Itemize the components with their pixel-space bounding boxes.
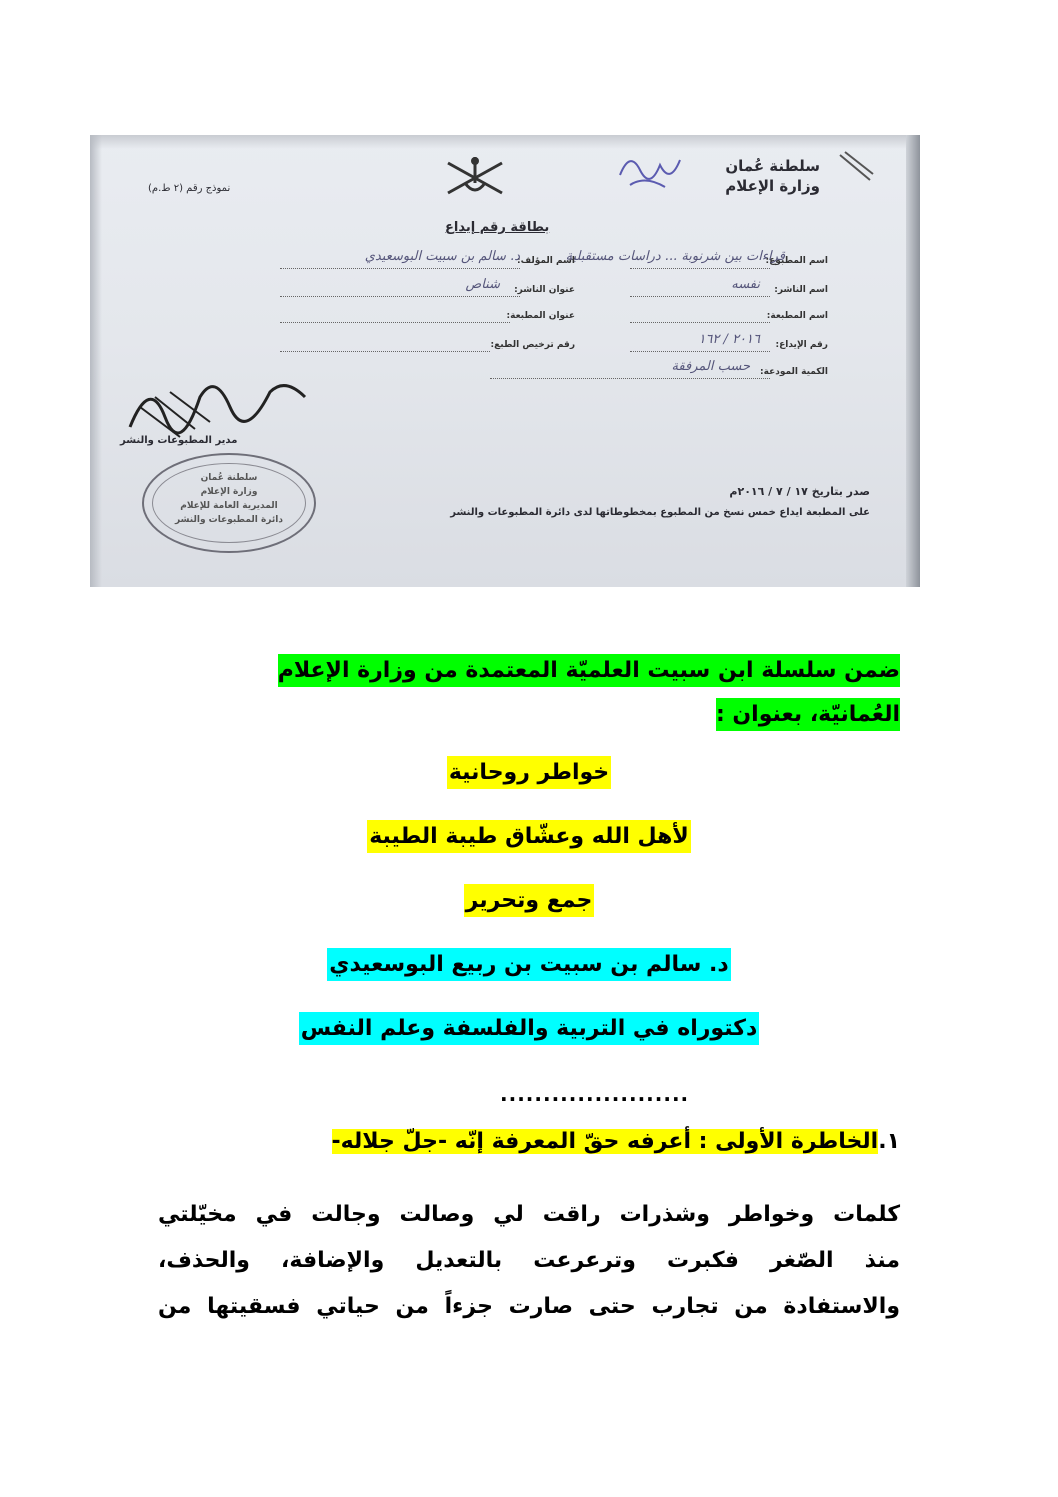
field-label: اسم المطبوع: (765, 256, 828, 266)
field-line (490, 377, 770, 379)
oman-emblem-icon (440, 153, 510, 199)
certificate-card-title: بطاقة رقم إيداع (445, 220, 550, 235)
stamp-line: المديرية العامة للإعلام (180, 501, 278, 511)
field-label: اسم المؤلف: (517, 256, 575, 266)
khatira-title: الخاطرة الأولى : أعرفه حقّ المعرفة إنّه -جلّ جلاله- (331, 1129, 879, 1154)
issue-date: صدر بتاريخ ١٧ / ٧ / ٢٠١٦م (729, 485, 870, 498)
title-line-1 (0, 760, 1058, 785)
director-signature-icon (120, 367, 320, 442)
field-line (630, 350, 770, 352)
field-line (280, 267, 520, 269)
stamp-line: وزارة الإعلام (200, 487, 258, 497)
book-subtitle: لأهل الله وعشّاق طيبة الطيبة (367, 820, 691, 853)
body-line-1: كلمات وخواطر وشذرات راقت لي وصالت وجالت في مخيّلتي (158, 1202, 900, 1227)
field-label: رقم الإيداع: (775, 340, 828, 350)
certificate-form-number: نموذج رقم (٢ ط.م) (148, 183, 231, 194)
body-line-2: منذ الصّغر فكبرت وترعرعت بالتعديل والإضافة، والحذف، (158, 1248, 900, 1273)
field-label: عنوان الناشر: (514, 285, 575, 295)
khatira-number: ١. (878, 1129, 900, 1154)
field-line (630, 321, 770, 323)
intro-line-1: ضمن سلسلة ابن سبيت العلميّة المعتمدة من وزارة الإعلام (278, 654, 900, 687)
title-line-5 (0, 1016, 1058, 1041)
field-value: قراءات بين شرنوبة ... دراسات مستقبلية (565, 249, 785, 264)
director-title: مدير المطبوعات والنشر (120, 435, 238, 446)
deposit-card-photo (90, 135, 920, 587)
field-line (280, 350, 490, 352)
field-label: اسم الناشر: (774, 285, 828, 295)
title-line-2 (0, 824, 1058, 849)
field-label: الكمية المودعة: (760, 367, 828, 377)
photo-shadow (90, 135, 920, 149)
certificate-ministry: وزارة الإعلام (725, 177, 820, 195)
intro-paragraph (240, 649, 900, 737)
intro-line-2: العُمانيّة، بعنوان : (716, 698, 900, 731)
field-value: ٢٠١٦ / ١٦٢ (698, 332, 760, 347)
body-line-3: والاستفادة من تجارب حتى صارت جزءاً من حياتي فسقيتها من (158, 1294, 900, 1319)
stamp-line: دائرة المطبوعات والنشر (175, 515, 283, 525)
field-label: عنوان المطبعة: (506, 311, 575, 321)
separator-dots: ...................... (500, 1082, 690, 1106)
field-label: اسم المطبعة: (766, 311, 828, 321)
field-line (280, 321, 510, 323)
field-value: شناص (465, 277, 500, 292)
stamp-line: سلطنة عُمان (200, 473, 258, 483)
field-line (630, 267, 770, 269)
field-value: نفسه (731, 277, 760, 292)
photo-edge-right (906, 135, 920, 587)
author-degree: دكتوراه في التربية والفلسفة وعلم النفس (299, 1012, 760, 1045)
field-label: رقم ترخيص الطبع: (490, 340, 575, 350)
photo-edge-left (90, 135, 102, 587)
body-paragraph (158, 1192, 900, 1330)
field-line (280, 295, 520, 297)
field-value: د. سالم بن سبيت البوسعيدي (364, 249, 520, 264)
reviewer-signature-icon (610, 145, 690, 195)
certificate-sultanate: سلطنة عُمان (725, 157, 820, 175)
field-value: حسب المرفقة (671, 359, 750, 374)
compiled-by: جمع وتحرير (464, 884, 595, 917)
title-line-4 (0, 952, 1058, 977)
author-name: د. سالم بن سبيت بن ربيع البوسعيدي (327, 948, 730, 981)
field-line (630, 295, 770, 297)
corner-marks-icon (835, 150, 875, 190)
ministry-stamp (142, 453, 316, 553)
book-title: خواطر روحانية (447, 756, 611, 789)
khatira-heading (332, 1129, 900, 1154)
title-line-3 (0, 888, 1058, 913)
footer-note: على المطبعة ايداع خمس نسخ من المطبوع بمخطوطاتها لدى دائرة المطبوعات والنشر (450, 507, 870, 518)
